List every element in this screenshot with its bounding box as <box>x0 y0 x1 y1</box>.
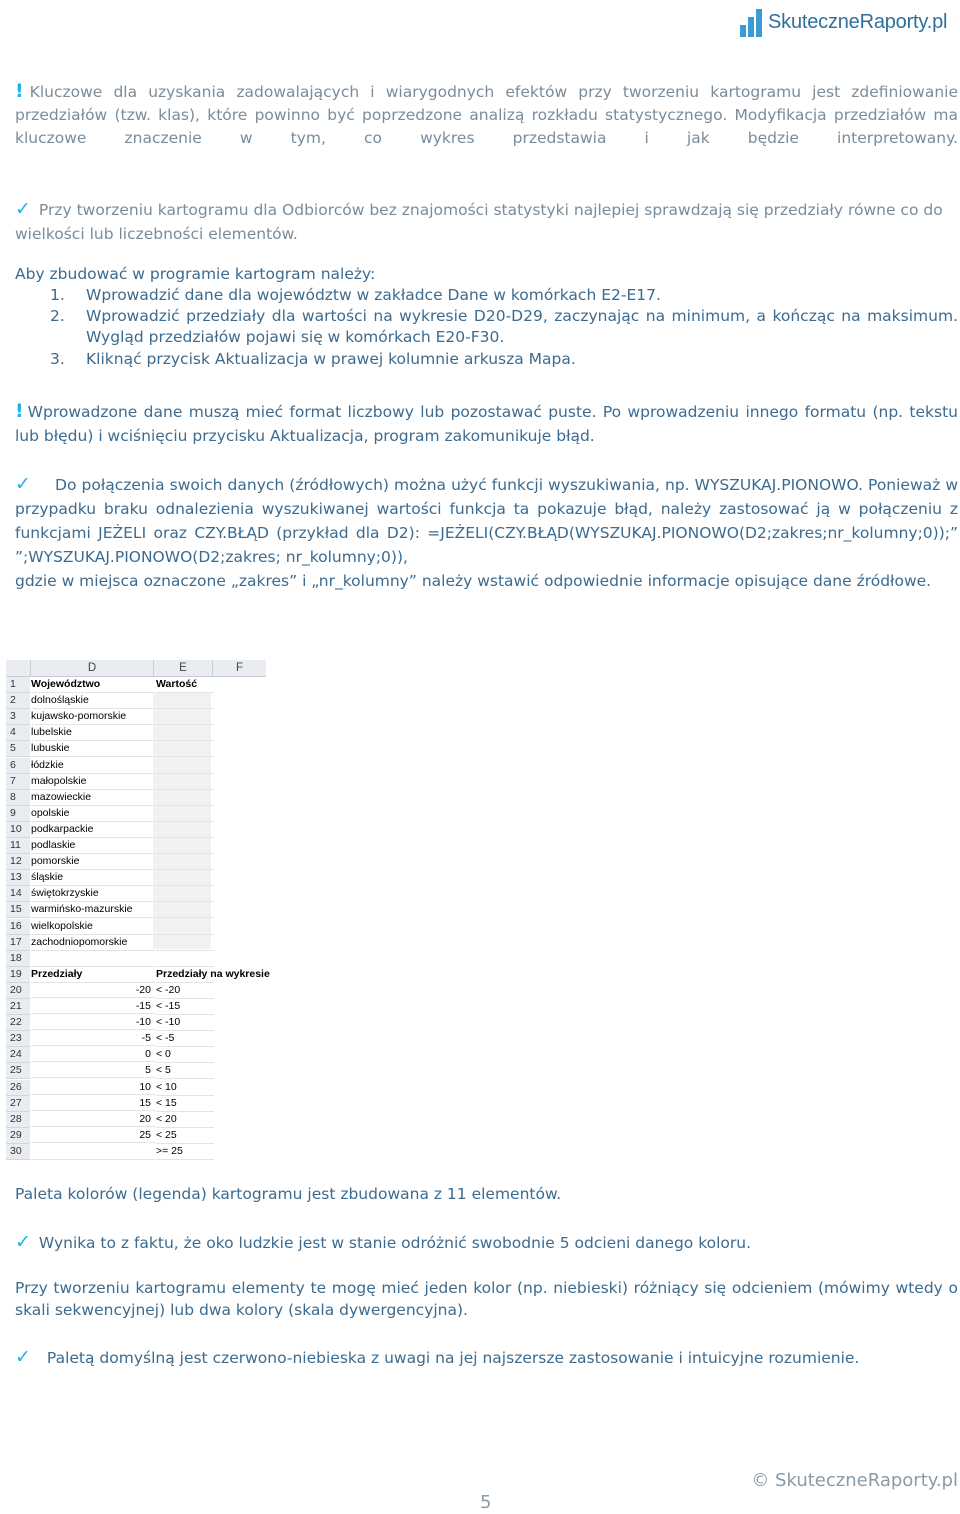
cell-e <box>156 725 214 741</box>
cell-e <box>156 854 214 870</box>
cell-e <box>156 741 214 757</box>
checkmark-icon: ✓ <box>15 473 32 495</box>
row-number: 28 <box>6 1112 30 1128</box>
region-cell: wielkopolskie <box>31 919 155 935</box>
interval-label-cell: < 0 <box>156 1047 214 1063</box>
row-number: 21 <box>6 999 30 1015</box>
region-cell: świętokrzyskie <box>31 886 155 902</box>
row-number: 18 <box>6 951 30 967</box>
cell-e <box>156 806 214 822</box>
paragraph-palette: Paleta kolorów (legenda) kartogramu jest zbudowana z 11 elementów. <box>15 1185 562 1203</box>
region-cell: opolskie <box>31 806 155 822</box>
logo-text: SkuteczneRaporty.pl <box>768 10 948 33</box>
row-number: 4 <box>6 725 30 741</box>
header-cell: Województwo <box>31 677 155 693</box>
cell-d <box>31 1144 155 1160</box>
interval-cell: 10 <box>31 1080 155 1095</box>
cell-e <box>156 951 214 967</box>
row-number: 15 <box>6 902 30 918</box>
cell-e <box>156 693 214 709</box>
cell-e <box>156 886 214 902</box>
cell-e <box>156 870 214 886</box>
list-number: 2. <box>50 307 65 325</box>
exclamation-icon: ! <box>15 80 24 102</box>
region-cell: warmińsko-mazurskie <box>31 902 155 918</box>
row-number: 20 <box>6 983 30 999</box>
row-number: 11 <box>6 838 30 854</box>
row-number: 6 <box>6 758 30 774</box>
interval-cell: 25 <box>31 1128 155 1143</box>
paragraph-format-warning <box>15 399 958 448</box>
region-cell: lubelskie <box>31 725 155 741</box>
paragraph-default-palette <box>15 1345 958 1370</box>
interval-label-cell: < 15 <box>156 1096 214 1112</box>
paragraph-intervals-tip <box>15 197 958 246</box>
interval-cell: -20 <box>31 983 155 998</box>
interval-label-cell: < -20 <box>156 983 214 999</box>
list-text: Wprowadzić dane dla województw w zakładce Dane w komórkach E2-E17. <box>86 286 661 304</box>
interval-label-cell: < 20 <box>156 1112 214 1128</box>
row-number: 16 <box>6 919 30 935</box>
row-number: 25 <box>6 1063 30 1079</box>
paragraph-text: Wprowadzone dane muszą mieć format liczbowy lub pozostawać puste. Po wprowadzeniu innego formatu (np. tekstu lub błędu) i wciśnięciu przycisku Aktualizacja, program zakomunikuje błąd. <box>15 403 958 445</box>
row-number: 10 <box>6 822 30 838</box>
interval-label-cell: < 10 <box>156 1080 214 1096</box>
interval-label-cell: < -10 <box>156 1015 214 1031</box>
list-text: Kliknąć przycisk Aktualizacja w prawej kolumnie arkusza Mapa. <box>86 350 576 368</box>
region-cell: kujawsko-pomorskie <box>31 709 155 725</box>
row-number: 13 <box>6 870 30 886</box>
checkmark-icon: ✓ <box>15 1231 31 1253</box>
region-cell: zachodniopomorskie <box>31 935 155 951</box>
header-cell: Wartość <box>156 677 214 693</box>
interval-cell: -5 <box>31 1031 155 1046</box>
interval-label-cell: < -15 <box>156 999 214 1015</box>
header-cell: Przedziały na wykresie <box>156 967 214 983</box>
column-header-e: E <box>154 660 213 677</box>
cell-e <box>156 790 214 806</box>
row-number: 1 <box>6 677 30 693</box>
cell-e <box>156 919 214 935</box>
row-number: 23 <box>6 1031 30 1047</box>
interval-cell: 20 <box>31 1112 155 1127</box>
list-item <box>50 349 958 370</box>
row-number: 7 <box>6 774 30 790</box>
row-number: 9 <box>6 806 30 822</box>
steps-intro: Aby zbudować w programie kartogram należy: <box>15 265 376 283</box>
region-cell: dolnośląskie <box>31 693 155 709</box>
paragraph-lookup-tip <box>15 472 958 593</box>
interval-cell: 15 <box>31 1096 155 1111</box>
row-number: 14 <box>6 886 30 902</box>
row-number: 2 <box>6 693 30 709</box>
cell-e <box>156 902 214 918</box>
interval-cell: -15 <box>31 999 155 1014</box>
interval-label-cell: < -5 <box>156 1031 214 1047</box>
cell-e <box>156 774 214 790</box>
row-number: 3 <box>6 709 30 725</box>
brand-logo <box>740 4 947 40</box>
row-number: 12 <box>6 854 30 870</box>
region-cell: mazowieckie <box>31 790 155 806</box>
column-header-f: F <box>213 660 266 677</box>
cell-e <box>156 758 214 774</box>
interval-label-cell: < 25 <box>156 1128 214 1144</box>
region-cell: pomorskie <box>31 854 155 870</box>
row-number: 26 <box>6 1080 30 1096</box>
list-text: Wprowadzić przedziały dla wartości na wykresie D20-D29, zaczynając na minimum, a kończąc na maksimum. Wygląd przedziałów pojawi się w komórkach E20-F30. <box>86 307 958 346</box>
paragraph-text-tail: gdzie w miejsca oznaczone „zakres” i „nr_kolumny” należy wstawić odpowiednie informacje opisujące dane źródłowe. <box>15 572 932 590</box>
checkmark-icon: ✓ <box>15 198 31 220</box>
cell-d <box>31 951 155 967</box>
exclamation-icon: ! <box>15 400 24 422</box>
row-number: 24 <box>6 1047 30 1063</box>
region-cell: lubuskie <box>31 741 155 757</box>
spreadsheet-screenshot <box>6 660 270 1160</box>
page-number: 5 <box>480 1492 492 1513</box>
row-number: 27 <box>6 1096 30 1112</box>
footer-copyright: © SkuteczneRaporty.pl <box>751 1470 958 1491</box>
row-number: 19 <box>6 967 30 983</box>
interval-cell: 0 <box>31 1047 155 1062</box>
cell-e <box>156 838 214 854</box>
row-number: 17 <box>6 935 30 951</box>
cell-e <box>156 709 214 725</box>
region-cell: śląskie <box>31 870 155 886</box>
column-header-d: D <box>31 660 154 677</box>
row-number: 22 <box>6 1015 30 1031</box>
list-number: 3. <box>50 350 65 368</box>
region-cell: małopolskie <box>31 774 155 790</box>
region-cell: podkarpackie <box>31 822 155 838</box>
corner-cell <box>6 660 31 677</box>
paragraph-text: Paletą domyślną jest czerwono-niebieska z uwagi na jej najszersze zastosowanie i intuicyjne rozumienie. <box>46 1349 860 1367</box>
paragraph-text: Wynika to z faktu, że oko ludzkie jest w stanie odróżnić swobodnie 5 odcieni danego koloru. <box>38 1234 752 1252</box>
region-cell: łódzkie <box>31 758 155 774</box>
paragraph-classes <box>15 80 958 150</box>
paragraph-text: Do połączenia swoich danych (źródłowych) można użyć funkcji wyszukiwania, np. WYSZUKAJ.PIONOWO. Ponieważ w przypadku braku odnalezienia wyszukiwanej wartości funkcja ta pokazuje błąd, należy zastosować ją w połączeniu z funkcjami JEŻELI oraz CZY.BŁĄD (przykład dla D2): =JEŻELI(CZY.BŁĄD(WYSZUKAJ.PIONOWO(D2;zakres;nr_kolumny;0));” ”;WYSZUKAJ.PIONOWO(D2;zakres; nr_kolumny;0)), <box>15 476 959 566</box>
list-number: 1. <box>50 286 65 304</box>
paragraph-text: Przy tworzeniu kartogramu dla Odbiorców bez znajomości statystyki najlepiej sprawdzają się przedziały równe co do wielkości lub liczebności elementów. <box>15 201 943 243</box>
row-number: 8 <box>6 790 30 806</box>
interval-cell: -10 <box>31 1015 155 1030</box>
row-number: 5 <box>6 741 30 757</box>
checkmark-icon: ✓ <box>15 1346 31 1368</box>
paragraph-color-scales: Przy tworzeniu kartogramu elementy te mogę mieć jeden kolor (np. niebieski) różniący się odcieniem (mówimy wtedy o skali sekwencyjnej) lub dwa kolory (skala dywergencyjna). <box>15 1279 958 1319</box>
interval-cell: 5 <box>31 1063 155 1078</box>
paragraph-text: Kluczowe dla uzyskania zadowalających i wiarygodnych efektów przy tworzeniu kartogramu jest zdefiniowanie przedziałów (tzw. klas), które powinno być poprzedzone analizą rozkładu statystycznego. Modyfikacja przedziałów ma kluczowe znaczenie w tym, co wykres przedstawia i jak będzie interpretowany. <box>15 83 958 147</box>
interval-label-cell: < 5 <box>156 1063 214 1079</box>
cell-e <box>156 822 214 838</box>
header-cell: Przedziały <box>31 967 155 983</box>
cell-e <box>156 935 214 951</box>
list-item <box>50 285 958 306</box>
row-number: 30 <box>6 1144 30 1160</box>
paragraph-shades <box>15 1230 958 1255</box>
row-number: 29 <box>6 1128 30 1144</box>
list-item <box>50 306 958 348</box>
region-cell: podlaskie <box>31 838 155 854</box>
interval-label-cell: >= 25 <box>156 1144 214 1160</box>
bar-chart-logo-icon <box>740 7 762 37</box>
